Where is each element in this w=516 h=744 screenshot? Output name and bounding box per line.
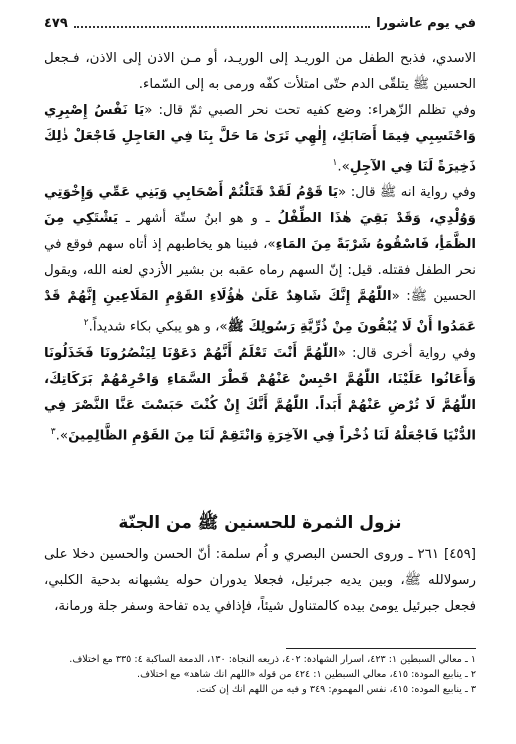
footnotes xyxy=(44,652,476,697)
paragraph-text: الاسدي، فذبح الطفل من الوريـد إلى الوريـد، أو مـن الاذن إلى الاذن، فـجعل الحسين ﷺ يتلقّى الدم حتّى امتلأت كفّه ورمى به إلى السّماء. xyxy=(44,51,476,92)
footnote: ٣ ـ ينابيع الموده: ٤١٥، نفس المهموم: ٣٤٩ و فيه من اللهم انك إن كنت. xyxy=(196,684,476,695)
hadith-text xyxy=(44,542,476,620)
footnote: ٢ ـ ينابيع المودة: ٤١٥، معالي السبطين ١: ٤٢٤ من قوله «اللهم انك شاهد» مع اختلاف. xyxy=(137,669,476,680)
footnote-marker: ٢ xyxy=(83,318,89,329)
section-heading: نزول الثمرة للحسنين ﷺ من الجنّة xyxy=(118,513,402,533)
paragraph xyxy=(44,341,476,449)
quoted-speech: يَا قَوْمُ لَقَدْ قَتَلْتُمْ أَصْحَابِي وَبَنِي عَمِّي وَإِخْوَتِي وَوُلْدِي، وَقَدْ بَقِيَ هٰذَا الطِّفْلُ xyxy=(44,185,476,227)
footnote-divider xyxy=(286,648,476,649)
quoted-supplication: اللّٰهُمَّ أَنْتَ تَعْلَمُ أَنَّهُمْ دَعَوْنَا لِيَنْصُرُونَا فَخَذَلُونَا وَأَعَانُوا عَلَيْنَا، اللّٰهُمَّ احْبِسْ عَنْهُمْ قَطْرَ السَّمَاءِ وَاحْرِمْهُمْ بَرَكَاتِكَ، اللّٰهُمَّ لَا تُرْضِ عَنْهُمْ أَبَداً. اللّٰهُمَّ أَنَّكَ إِنْ كُنْتَ حَبَسْتَ عَنَّا النَّصْرَ فِي الدُّنْيَا فَاجْعَلْهُ لَنَا ذُخْراً فِي الآخِرَةِ وَانْتَقِمْ لَنَا مِنَ القَوْمِ الظَّالِمِينَ xyxy=(44,345,476,444)
quoted-supplication: اللّٰهُمَّ إِنَّكَ شَاهِدٌ عَلَىٰ هٰؤُلَاءِ القَوْمِ المَلَاعِينِ إِنَّهُمْ قَدْ عَمَدُوا أَنْ لَا يُبْقُونَ مِنْ ذُرِّيَّةِ رَسُولِكَ ﷺ xyxy=(44,289,476,335)
header-dot-leader xyxy=(74,18,370,28)
paragraph-text: »، فبينا هو يخاطبهم إذ أتاه سهم فوقع في نحر الطفل فقتله. قيل: إنّ السهم رماه عقبه بن بشير الأزدي لعنه الله، ويقول الحسين ﷺ: « xyxy=(44,237,476,305)
paragraph-text: وفي رواية أخرى قال: « xyxy=(337,345,476,361)
paragraph xyxy=(44,46,476,98)
paragraph-text: وفي رواية انه ﷺ قال: « xyxy=(338,185,476,201)
running-header xyxy=(44,12,476,34)
chapter-title: في يوم عاشورا xyxy=(376,15,476,31)
quoted-supplication: يَا نَفْسُ إِصْبِرِي وَاحْتَسِبِي فِيمَا أَصَابَكِ، إِلٰهِي تَرَىٰ مَا حَلَّ بِنَا فِي العَاجِلِ فَاجْعَلْ ذٰلِكَ ذَخِيرَةً لَنَا فِي الآجِلِ xyxy=(44,103,476,175)
paragraph-text: ». xyxy=(337,159,350,175)
paragraph xyxy=(44,98,476,180)
paragraph-text: وفي تظلم الزّهراء: وضع كفيه تحت نحر الصبي ثمّ قال: « xyxy=(144,103,476,118)
paragraph-text: ـ و هو ابنُ ستّة أشهر ـ xyxy=(118,211,278,227)
paragraph-text: »، و هو يبكي بكاء شديداً. xyxy=(88,319,228,335)
page-number: ٤٧٩ xyxy=(44,15,68,31)
paragraph xyxy=(44,180,476,340)
body-text xyxy=(44,46,476,449)
paragraph-text: ». xyxy=(55,428,69,444)
paragraph-text: [٤٥٩] ٢٦١ ـ وروى الحسن البصري و اُم سلمة: أنّ الحسن والحسين دخلا على رسولالله ﷺ، وبين يديه جبرئيل، فجعلا يدوران حوله يشبهانه بدحية الكلبي، فجعل جبرئيل يومئ بيده كالمتناول شيئاً، فإذافي يده تفاحة وسفر جلة ورمانة، xyxy=(44,547,476,614)
footnote-marker: ٣ xyxy=(50,426,56,437)
footnote-marker: ١ xyxy=(332,158,338,168)
quoted-speech: يَشْتَكِي مِنَ الظَّمَأِ، فَاسْقُوهُ شَرْبَةً مِنَ المَاءِ xyxy=(44,211,476,253)
footnote: ١ ـ معالي السبطين ١: ٤٢٣، اسرار الشهادة: ٤٠٢، ذريعه النجاة: ١٣٠، الدمعة الساكبة ٤: ٣٣٥ مع اختلاف. xyxy=(69,654,476,665)
